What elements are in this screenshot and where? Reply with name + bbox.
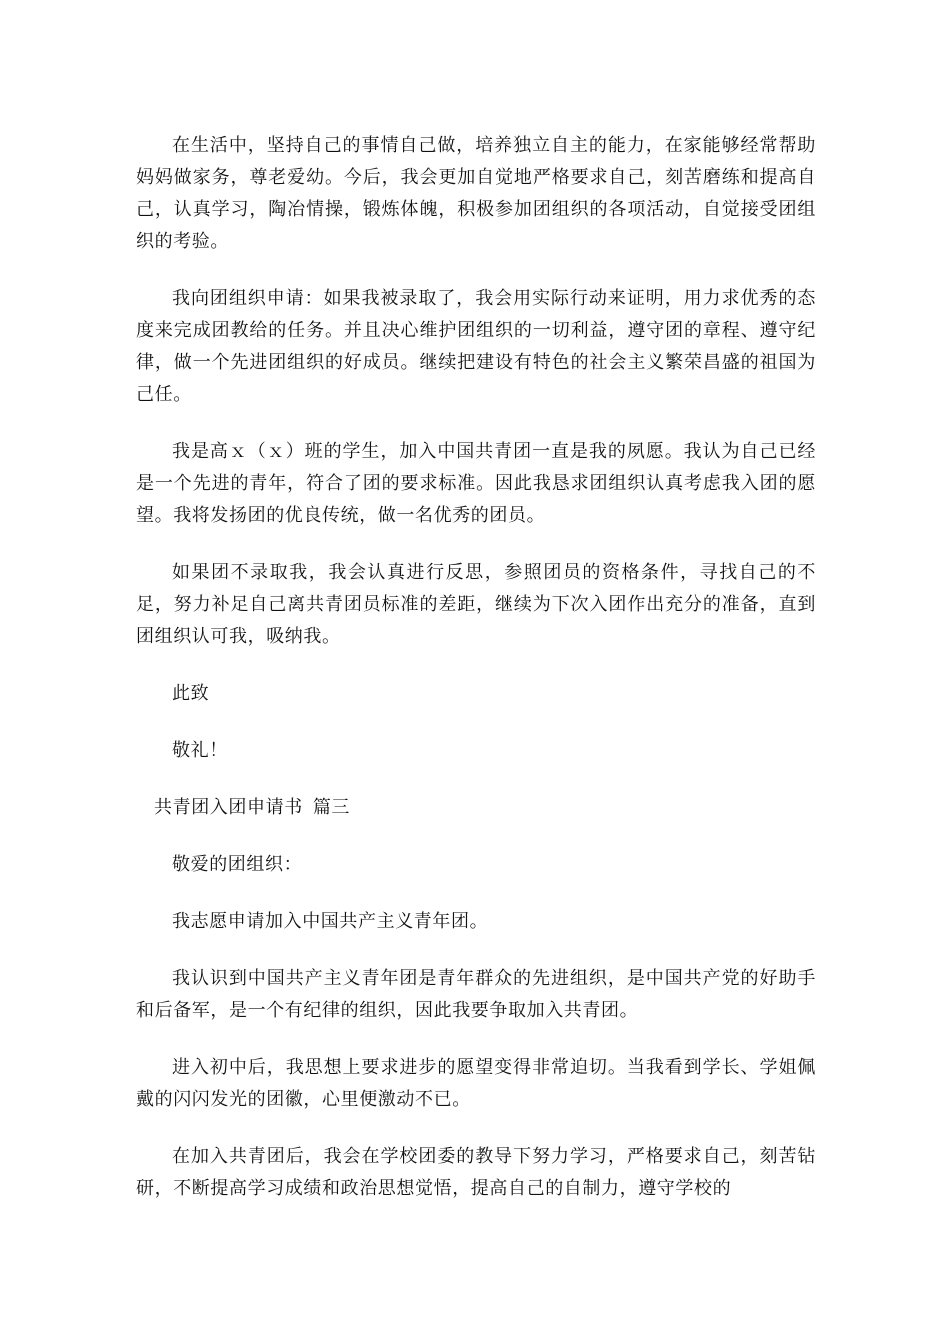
section-part: 篇三	[312, 797, 351, 818]
document-page	[136, 130, 816, 1230]
greeting: 敬爱的团组织：	[172, 854, 303, 875]
paragraph: 进入初中后，我思想上要求进步的愿望变得非常迫切。当我看到学长、学姐佩戴的闪闪发光的团徽，心里便激动不已。	[136, 1057, 816, 1110]
closing-regards: 敬礼！	[172, 740, 228, 761]
paragraph: 我认识到中国共产主义青年团是青年群众的先进组织，是中国共产党的好助手和后备军，是一个有纪律的组织，因此我要争取加入共青团。	[136, 968, 816, 1021]
paragraph: 如果团不录取我，我会认真进行反思，参照团员的资格条件，寻找自己的不足，努力补足自己离共青团员标准的差距，继续为下次入团作出充分的准备，直到团组织认可我，吸纳我。	[136, 562, 816, 647]
paragraph: 我志愿申请加入中国共产主义青年团。	[172, 911, 489, 932]
closing-salutation: 此致	[172, 683, 210, 704]
section-heading	[136, 792, 816, 824]
paragraph: 我向团组织申请：如果我被录取了，我会用实际行动来证明，用力求优秀的态度来完成团教给的任务。并且决心维护团组织的一切利益，遵守团的章程、遵守纪律，做一个先进团组织的好成员。继续把建设有特色的社会主义繁荣昌盛的祖国为己任。	[136, 288, 816, 405]
paragraph: 在加入共青团后，我会在学校团委的教导下努力学习，严格要求自己，刻苦钻研，不断提高学习成绩和政治思想觉悟，提高自己的自制力，遵守学校的	[136, 1146, 816, 1199]
section-title: 共青团入团申请书	[154, 797, 303, 818]
paragraph: 在生活中，坚持自己的事情自己做，培养独立自主的能力，在家能够经常帮助妈妈做家务，尊老爱幼。今后，我会更加自觉地严格要求自己，刻苦磨练和提高自己，认真学习，陶冶情操，锻炼体魄，积极参加团组织的各项活动，自觉接受团组织的考验。	[136, 135, 816, 252]
paragraph: 我是高ｘ（ｘ）班的学生，加入中国共青团一直是我的夙愿。我认为自己已经是一个先进的青年，符合了团的要求标准。因此我恳求团组织认真考虑我入团的愿望。我将发扬团的优良传统，做一名优秀的团员。	[136, 441, 816, 526]
